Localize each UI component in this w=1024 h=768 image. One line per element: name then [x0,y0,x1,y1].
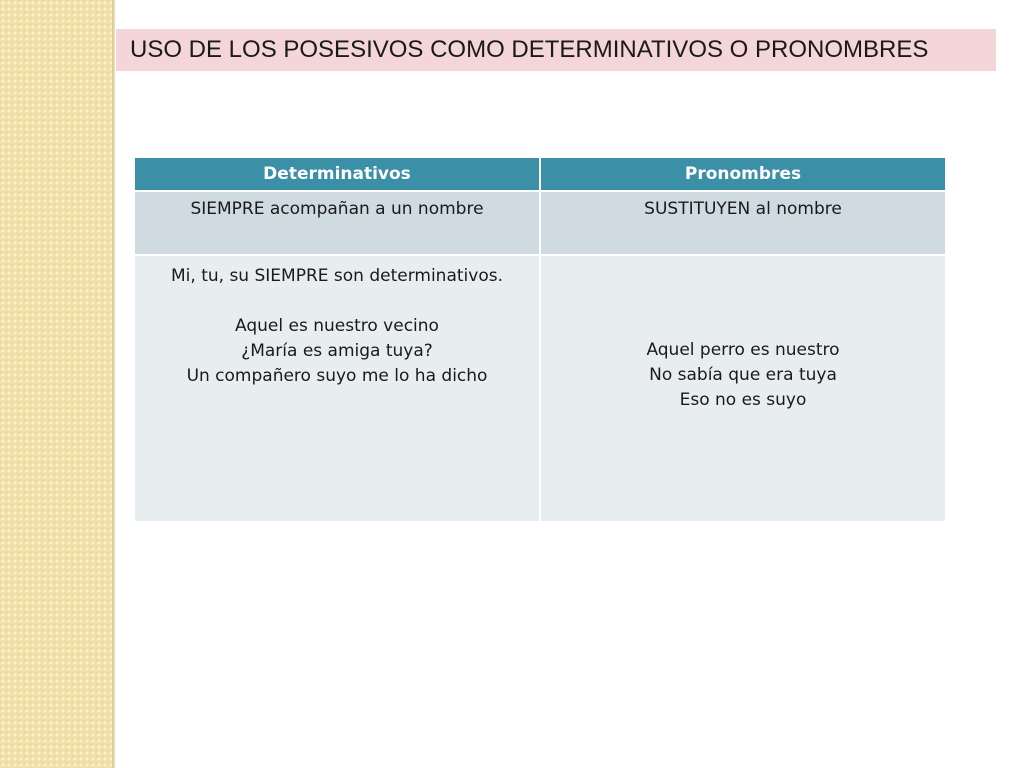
example-line: ¿María es amiga tuya? [241,341,433,361]
table-row [134,255,946,522]
side-strip-edge [112,0,115,768]
decorative-side-strip [0,0,112,768]
example-line: Aquel es nuestro vecino [235,316,439,336]
posesivos-table [133,156,947,523]
header-pronombres: Pronombres [540,157,946,191]
spacer [143,289,531,314]
example-line: Un compañero suyo me lo ha dicho [186,366,488,386]
cell-pronombres-examples [540,255,946,522]
slide-title-box [116,29,996,71]
cell-pronombres-rule: SUSTITUYEN al nombre [540,191,946,255]
cell-determinativos-rule: SIEMPRE acompañan a un nombre [134,191,540,255]
table-header-row [134,157,946,191]
example-line: No sabía que era tuya [649,365,837,385]
example-line: Aquel perro es nuestro [646,340,840,360]
table-row [134,191,946,255]
determinativos-intro: Mi, tu, su SIEMPRE son determinativos. [171,266,503,286]
example-line: Eso no es suyo [679,390,807,410]
slide-title: USO DE LOS POSESIVOS COMO DETERMINATIVOS O PRONOMBRES [130,36,929,63]
header-determinativos: Determinativos [134,157,540,191]
cell-determinativos-examples [134,255,540,522]
